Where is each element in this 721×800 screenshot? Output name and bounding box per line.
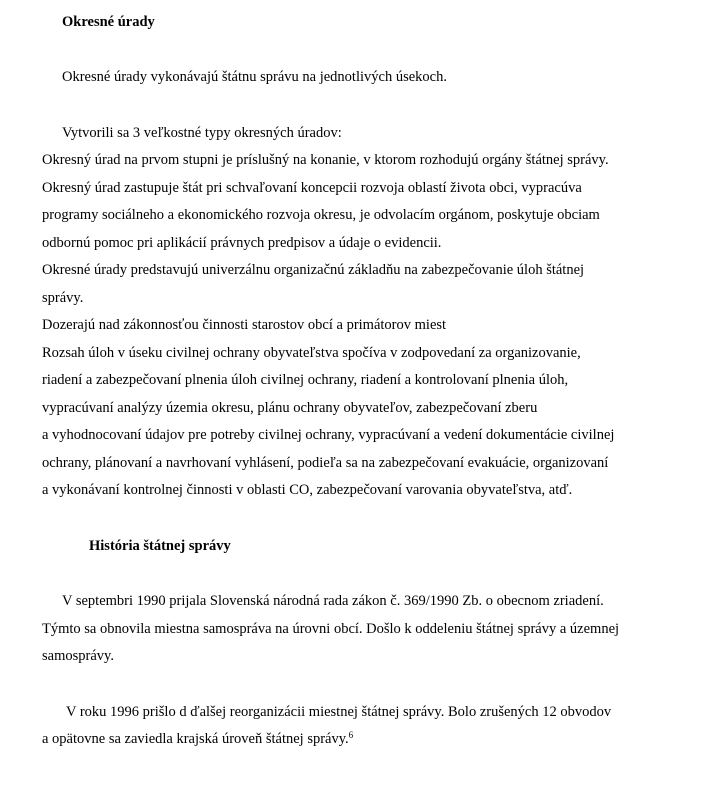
- text-line: Okresné úrady predstavujú univerzálnu organizačnú základňu na zabezpečovanie úloh štátnej: [42, 262, 585, 278]
- paragraph-types-intro: Vytvorili sa 3 veľkostné typy okresných úradov:: [62, 125, 342, 141]
- text-line: správy.: [42, 290, 84, 306]
- text-line: Týmto sa obnovila miestna samospráva na úrovni obcí. Došlo k oddeleniu štátnej správy a územnej: [42, 621, 620, 637]
- text-line: a vyhodnocovaní údajov pre potreby civilnej ochrany, vypracúvaní a vedení dokumentácie civilnej: [42, 427, 615, 443]
- text-line-with-footnote: [42, 730, 353, 748]
- text-line: Rozsah úloh v úseku civilnej ochrany obyvateľstva spočíva v zodpovedaní za organizovanie,: [42, 345, 581, 361]
- text-line: ochrany, plánovaní a navrhovaní vyhlásení, podieľa sa na zabezpečovaní evakuácie, organizovaní: [42, 455, 609, 471]
- footnote-reference[interactable]: 6: [348, 730, 354, 740]
- text-line: a vykonávaní kontrolnej činnosti v oblasti CO, zabezpečovaní varovania obyvateľstva, atď.: [42, 482, 573, 498]
- text-line: Okresný úrad zastupuje štát pri schvaľovaní koncepcii rozvoja oblastí života obci, vypracúva: [42, 180, 582, 196]
- text-line: vypracúvaní analýzy územia okresu, plánu ochrany obyvateľov, zabezpečovaní zberu: [42, 400, 538, 416]
- section-heading-okresne-urady: Okresné úrady: [62, 14, 155, 30]
- text-span: a opätovne sa zaviedla krajská úroveň štátnej správy.: [42, 731, 349, 747]
- text-line: V septembri 1990 prijala Slovenská národná rada zákon č. 369/1990 Zb. o obecnom zriadení.: [62, 593, 604, 609]
- section-heading-historia: História štátnej správy: [89, 538, 231, 554]
- text-line: Dozerajú nad zákonnosťou činnosti starostov obcí a primátorov miest: [42, 317, 447, 333]
- text-line: V roku 1996 prišlo d ďalšej reorganizácii miestnej štátnej správy. Bolo zrušených 12 obvodov: [66, 704, 612, 720]
- text-line: programy sociálneho a ekonomického rozvoja okresu, je odvolacím orgánom, poskytuje obciam: [42, 207, 600, 223]
- text-line: riadení a zabezpečovaní plnenia úloh civilnej ochrany, riadení a kontrolovaní plnenia úloh,: [42, 372, 569, 388]
- paragraph-intro: Okresné úrady vykonávajú štátnu správu na jednotlivých úsekoch.: [62, 69, 447, 85]
- text-line: odbornú pomoc pri aplikácií právnych predpisov a údaje o evidencii.: [42, 235, 442, 251]
- text-line: Okresný úrad na prvom stupni je príslušný na konanie, v ktorom rozhodujú orgány štátnej správy.: [42, 152, 609, 168]
- text-line: samosprávy.: [42, 648, 114, 664]
